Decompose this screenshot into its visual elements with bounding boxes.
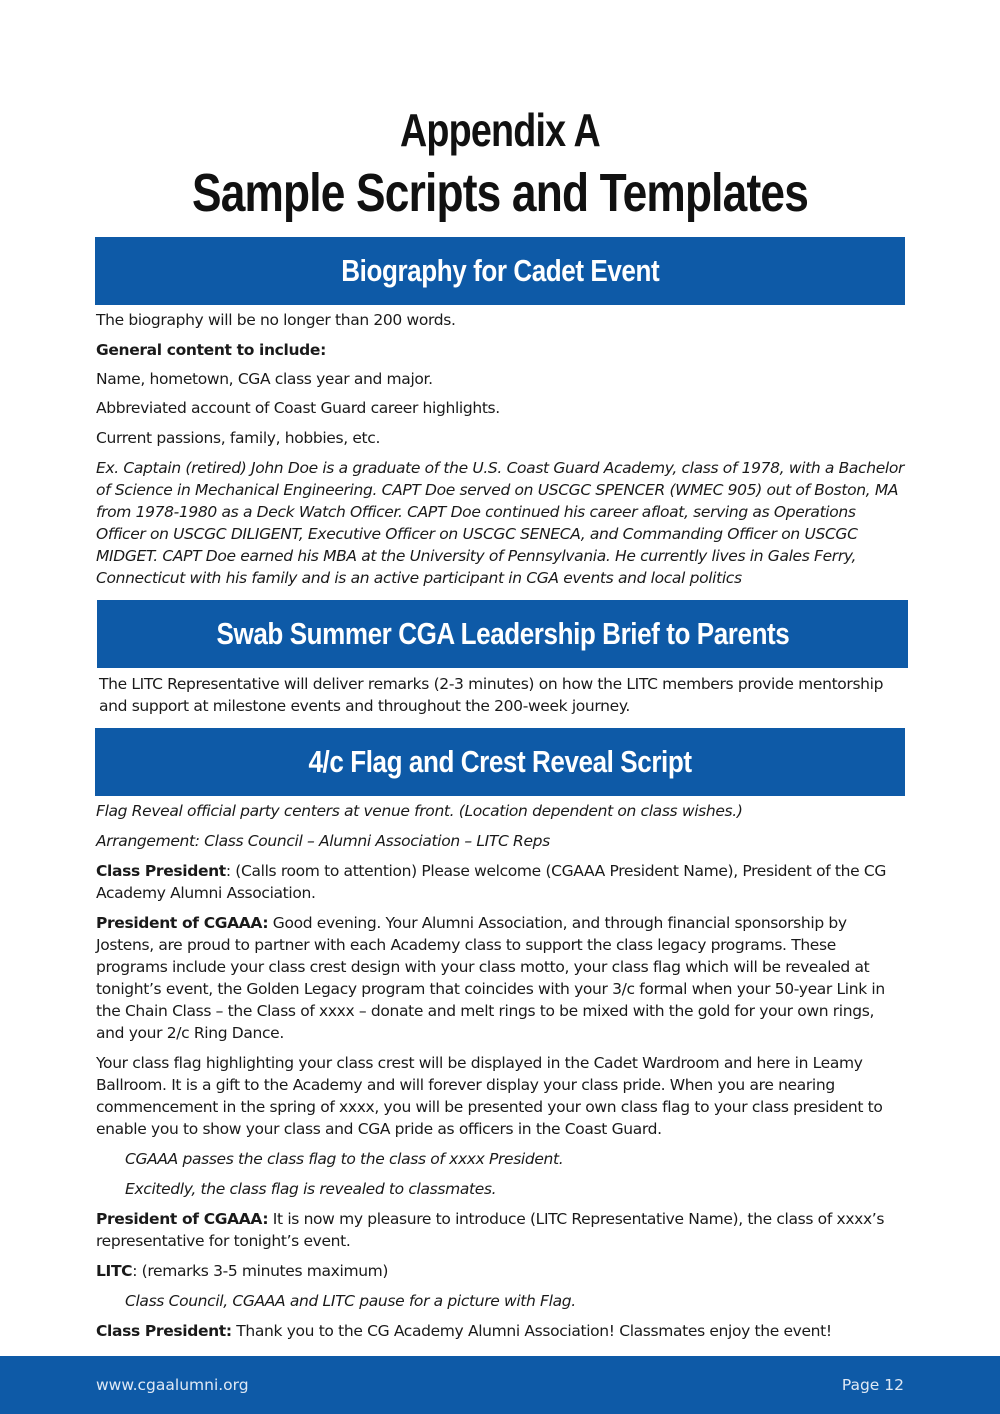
speaker-label: Class President bbox=[96, 862, 226, 880]
page-title bbox=[0, 100, 1000, 226]
flag-class-president-intro: Class President: (Calls room to attention) Please welcome (CGAAA President Name), President of the CG Academy Alumni Association. bbox=[96, 862, 887, 902]
speaker-label: President of CGAAA: bbox=[96, 1210, 269, 1228]
flag-cgaaa-remarks: President of CGAAA: Good evening. Your Alumni Association, and through financial sponsorship by Jostens, are proud to partner with each Academy class to support the class legacy programs. These programs include your class crest design with your class motto, your class flag which will be revealed at tonight’s event, the Golden Legacy program that coincides with your 3/c formal when your 50-year Link in the Chain Class – the Class of xxxx – donate and melt rings to be mixed with the gold for your own rings, and your 2/c Ring Dance. bbox=[96, 914, 885, 1042]
bio-item-passions: Current passions, family, hobbies, etc. bbox=[96, 429, 381, 447]
flag-party-note: Flag Reveal official party centers at venue front. (Location dependent on class wishes.) bbox=[96, 802, 743, 820]
bio-item-career: Abbreviated account of Coast Guard career highlights. bbox=[96, 399, 500, 417]
flag-stage-direction-picture: Class Council, CGAAA and LITC pause for a picture with Flag. bbox=[125, 1292, 576, 1310]
flag-litc-remarks: LITC: (remarks 3-5 minutes maximum) bbox=[96, 1262, 389, 1280]
flag-stage-direction-pass: CGAAA passes the class flag to the class of xxxx President. bbox=[125, 1150, 564, 1168]
flag-stage-direction-reveal: Excitedly, the class flag is revealed to classmates. bbox=[125, 1180, 497, 1198]
title-line-2: Sample Scripts and Templates bbox=[191, 163, 809, 223]
flag-class-flag-paragraph: Your class flag highlighting your class crest will be displayed in the Cadet Wardroom and here in Leamy Ballroom. It is a gift to the Academy and will forever display your class pride. When you are nearing commencement in the spring of xxxx, you will be presented your own class flag to your class president to enable you to show your class and CGA pride as officers in the Coast Guard. bbox=[96, 1054, 883, 1138]
section-heading-biography: Biography for Cadet Event bbox=[95, 237, 905, 305]
bio-content-label: General content to include: bbox=[96, 341, 326, 359]
flag-class-president-closing: Class President: Thank you to the CG Academy Alumni Association! Classmates enjoy the event! bbox=[96, 1322, 832, 1340]
flag-arrangement: Arrangement: Class Council – Alumni Association – LITC Reps bbox=[96, 832, 550, 850]
speaker-label: Class President: bbox=[96, 1322, 232, 1340]
section-heading-flag-reveal: 4/c Flag and Crest Reveal Script bbox=[95, 728, 905, 796]
section-heading-swab-summer: Swab Summer CGA Leadership Brief to Parents bbox=[97, 600, 908, 668]
bio-item-name: Name, hometown, CGA class year and major. bbox=[96, 370, 433, 388]
speaker-label: LITC bbox=[96, 1262, 133, 1280]
swab-description: The LITC Representative will deliver remarks (2-3 minutes) on how the LITC members provide mentorship and support at milestone events and throughout the 200-week journey. bbox=[99, 675, 884, 715]
bio-example: Ex. Captain (retired) John Doe is a graduate of the U.S. Coast Guard Academy, class of 1978, with a Bachelor of Science in Mechanical Engineering. CAPT Doe served on USCGC SPENCER (WMEC 905) out of Boston, MA from 1978-1980 as a Deck Watch Officer. CAPT Doe continued his career afloat, serving as Operations Officer on USCGC DILIGENT, Executive Officer on USCGC SENECA, and Commanding Officer on USCGC MIDGET. CAPT Doe earned his MBA at the University of Pennsylvania. He currently lives in Gales Ferry, Connecticut with his family and is an active participant in CGA events and local politics bbox=[96, 459, 904, 587]
speaker-label: President of CGAAA: bbox=[96, 914, 269, 932]
title-line-1: Appendix A bbox=[400, 104, 600, 156]
page-number: Page 12 bbox=[841, 1376, 904, 1394]
flag-cgaaa-introduction: President of CGAAA: It is now my pleasure to introduce (LITC Representative Name), the class of xxxx’s representative for tonight’s event. bbox=[96, 1210, 885, 1250]
footer-website-link[interactable]: www.cgaalumni.org bbox=[96, 1376, 249, 1394]
page-footer bbox=[0, 1356, 1000, 1414]
bio-word-limit: The biography will be no longer than 200 words. bbox=[96, 311, 456, 329]
